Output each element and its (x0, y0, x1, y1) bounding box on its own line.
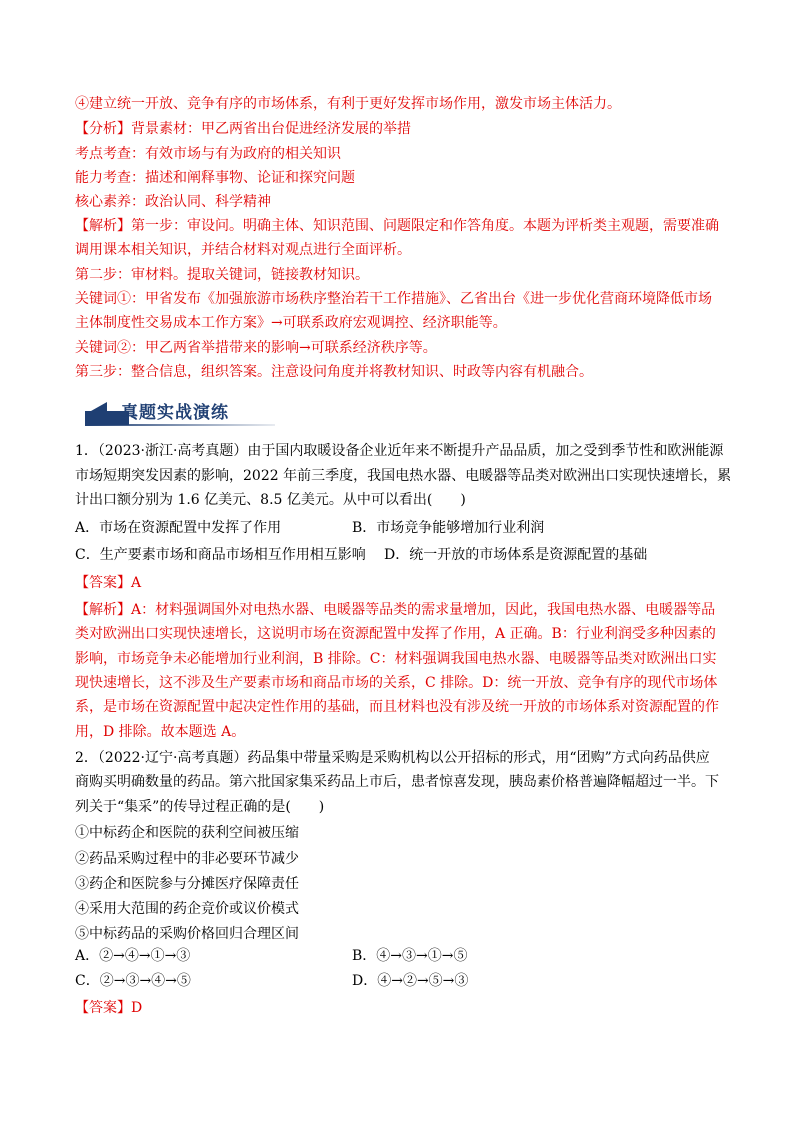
q1-option-c: C．生产要素市场和商品市场相互作用相互影响 (75, 547, 366, 563)
q1-jiexi-text-1: A：材料强调国外对电热水器、电暖器等品类的需求量增加，因此，我国电热水器、电暖器等品 (131, 602, 716, 618)
analysis-tag: 【分析】 (75, 121, 131, 137)
q2-item-2: ②药品采购过程中的非必要环节减少 (75, 851, 299, 867)
section-banner (85, 398, 285, 426)
q2-option-a: A．②→④→①→③ (75, 948, 191, 964)
q2-item-5: ⑤中标药品的采购价格回归合理区间 (75, 926, 299, 942)
q2-option-b: B．④→③→①→⑤ (352, 948, 468, 964)
q2-item-3: ③药企和医院参与分摊医疗保障责任 (75, 876, 299, 892)
q2-answer-tag: 【答案】 (75, 1000, 131, 1016)
hexin-line: 核心素养：政治认同、科学精神 (75, 194, 271, 210)
kaodian-line: 考点考查：有效市场与有为政府的相关知识 (75, 146, 341, 162)
q1-jiexi-line-2: 类对欧洲出口实现快速增长，这说明市场在资源配置中发挥了作用，A 正确。B：行业利润受多种因素的 (75, 626, 716, 642)
keyword2-line: 关键词②：甲乙两省举措带来的影响→可联系经济秩序等。 (75, 340, 437, 356)
q1-option-b: B．市场竞争能够增加行业利润 (352, 520, 545, 536)
q1-jiexi-tag: 【解析】 (75, 602, 131, 618)
q2-option-c: C．②→③→④→⑤ (75, 973, 191, 989)
q2-stem-line-1: 2．（2022·辽宁·高考真题）药品集中带量采购是采购机构以公开招标的形式，用“团购”方式向药品供应 (75, 750, 710, 766)
nengli-line: 能力考查：描述和阐释事物、论证和探究问题 (75, 170, 355, 186)
q2-answer-value: D (131, 1000, 143, 1016)
jiexi-line-1 (75, 216, 735, 236)
q1-jiexi-line-6: 用，D 排除。故本题选 A。 (75, 724, 246, 740)
q1-stem-line-3: 计出口额分别为 1.6 亿美元、8.5 亿美元。从中可以看出( ) (75, 492, 466, 508)
analysis-line (75, 119, 735, 139)
intro-line-1: ④建立统一开放、竞争有序的市场体系，有利于更好发挥市场作用，激发市场主体活力。 (75, 96, 621, 112)
q2-option-d: D．④→②→⑤→③ (352, 973, 469, 989)
analysis-text: 背景素材：甲乙两省出台促进经济发展的举措 (131, 121, 411, 137)
step2-line: 第二步：审材料。提取关键词，链接教材知识。 (75, 267, 369, 283)
q1-stem-line-2: 市场短期突发因素的影响，2022 年前三季度，我国电热水器、电暖器等品类对欧洲出口实现快速增长，累 (75, 468, 732, 484)
q1-stem-line-1: 1．（2023·浙江·高考真题）由于国内取暖设备企业近年来不断提升产品品质，加之受到季节性和欧洲能源 (75, 443, 724, 459)
q1-jiexi-line-3: 影响，市场竞争未必能增加行业利润，B 排除。C：材料强调我国电热水器、电暖器等品类对欧洲出口实 (75, 651, 717, 667)
q1-jiexi-line-4: 现快速增长，这不涉及生产要素市场和商品市场的关系，C 排除。D：统一开放、竞争有序的现代市场体 (75, 675, 718, 691)
keyword1-line-1: 关键词①：甲省发布《加强旅游市场秩序整治若干工作措施》、乙省出台《进一步优化营商环境降低市场 (75, 291, 712, 307)
q2-stem-line-2: 商购买明确数量的药品。第六批国家集采药品上市后，患者惊喜发现，胰岛素价格普遍降幅超过一半。下 (75, 774, 719, 790)
q1-answer-line (75, 573, 735, 593)
q2-stem-line-3: 列关于“集采”的传导过程正确的是( ) (75, 799, 325, 815)
step3-line: 第三步：整合信息，组织答案。注意设问角度并将教材知识、时政等内容有机融合。 (75, 364, 593, 380)
q2-answer-line (75, 998, 735, 1018)
banner-decoration-icon (91, 402, 107, 411)
section-title: 真题实战演练 (121, 403, 229, 423)
jiexi-tag: 【解析】 (75, 218, 131, 234)
q2-item-1: ①中标药企和医院的获利空间被压缩 (75, 825, 299, 841)
jiexi-line-2: 调用课本相关知识，并结合材料对观点进行全面评析。 (75, 242, 411, 258)
q1-answer-value: A (131, 575, 142, 591)
q1-jiexi-line-1 (75, 600, 735, 620)
q2-item-4: ④采用大范围的药企竞价或议价模式 (75, 901, 299, 917)
q1-option-d: D．统一开放的市场体系是资源配置的基础 (384, 547, 648, 563)
banner-underline (85, 424, 275, 426)
q1-option-a: A．市场在资源配置中发挥了作用 (75, 520, 282, 536)
q1-jiexi-line-5: 系，是市场在资源配置中起决定性作用的基础，而且材料也没有涉及统一开放的市场体系对资源配置的作 (75, 699, 719, 715)
keyword1-line-2: 主体制度性交易成本工作方案》→可联系政府宏观调控、经济职能等。 (75, 315, 507, 331)
jiexi-text-1: 第一步：审设问。明确主体、知识范围、问题限定和作答角度。本题为评析类主观题，需要准确 (131, 218, 719, 234)
q1-answer-tag: 【答案】 (75, 575, 131, 591)
